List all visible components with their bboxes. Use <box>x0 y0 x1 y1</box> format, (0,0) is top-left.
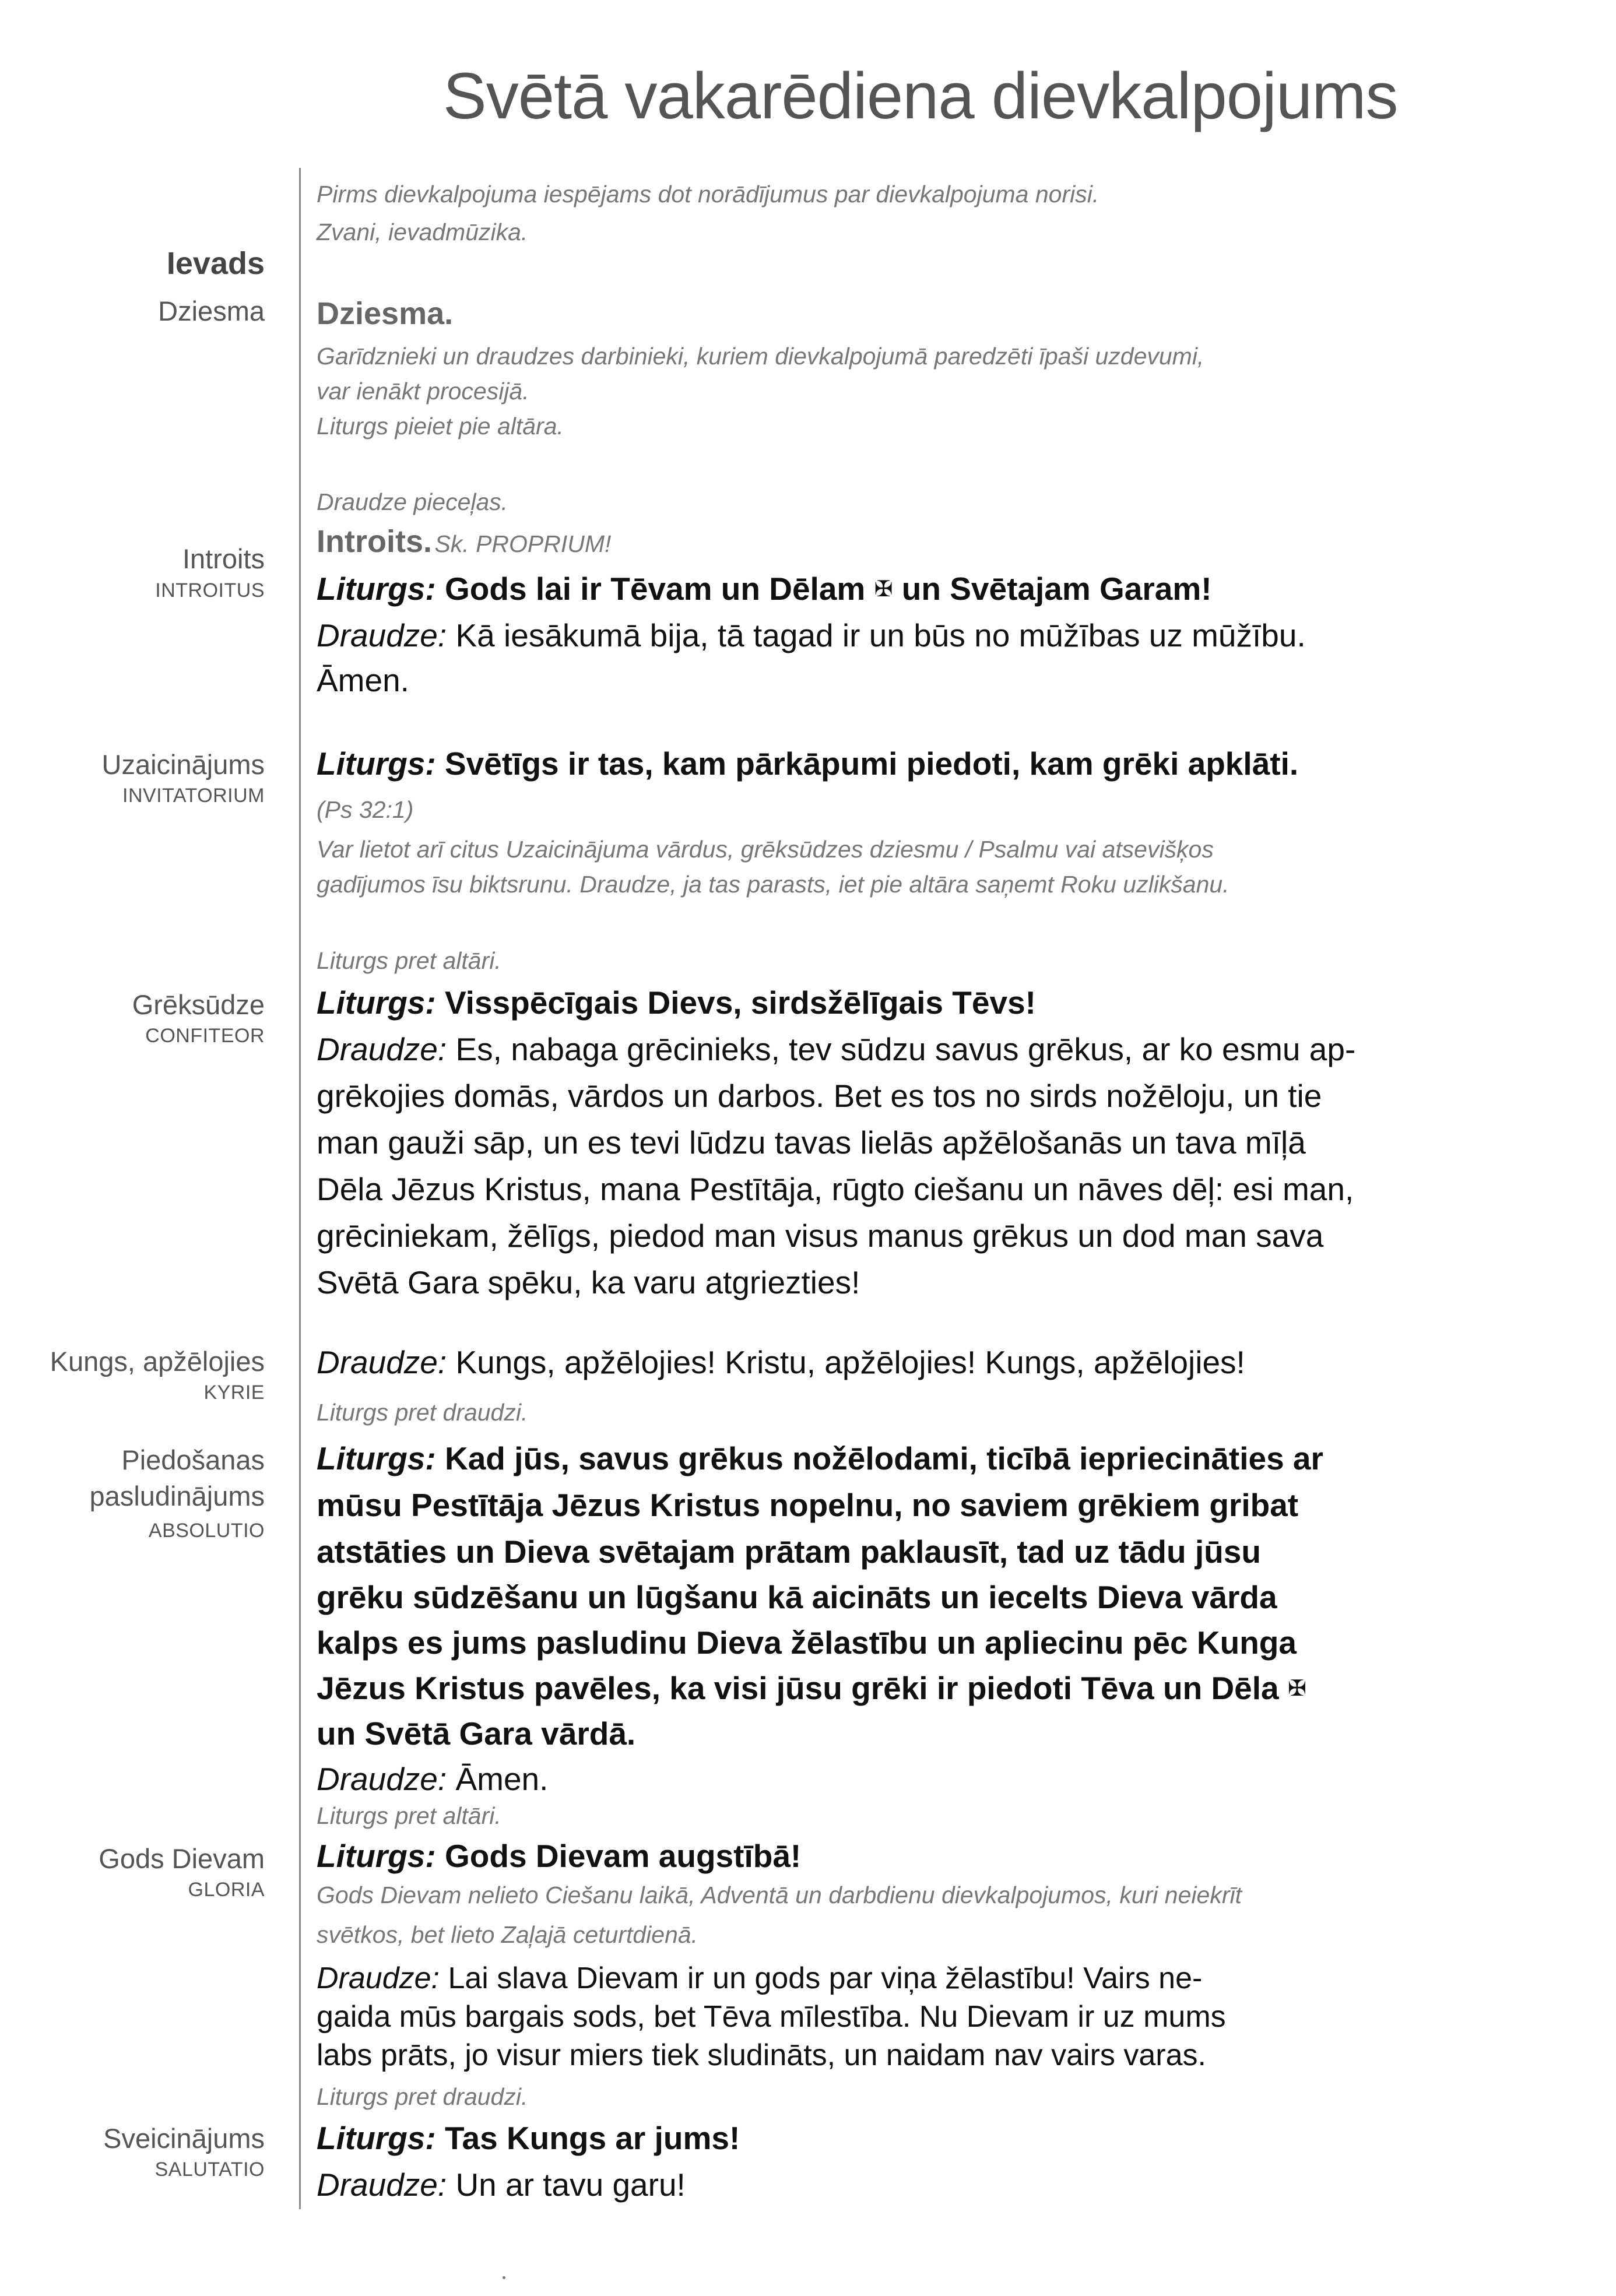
draudze-text: Kā iesākumā bija, tā tagad ir un būs no mūžības uz mūžību. <box>455 617 1306 653</box>
liturgs-text: Svētīgs ir tas, kam pārkāpumi piedoti, kam grēki apklāti. <box>444 746 1299 782</box>
draudze-text: Āmen. <box>455 1761 549 1797</box>
draudze-line: gaida mūs bargais sods, bet Tēva mīlestība. Nu Dievam ir uz mums <box>317 2000 1226 2034</box>
liturgs-text: Kad jūs, savus grēkus nožēlodami, ticībā iepriecināties ar <box>444 1440 1323 1476</box>
rubric-line: Liturgs pret altāri. <box>317 947 501 974</box>
draudze-line <box>317 1031 1355 1068</box>
rubric-line: Garīdznieki un draudzes darbinieki, kuriem dievkalpojumā paredzēti īpaši uzdevumi, <box>317 343 1204 370</box>
liturgs-label: Liturgs: <box>317 984 436 1021</box>
liturgs-line: atstāties un Dieva svētajam prātam paklausīt, tad uz tādu jūsu <box>317 1534 1261 1570</box>
draudze-line <box>317 1760 548 1798</box>
section-salutatio: Sveicinājums <box>103 2123 265 2154</box>
section-uzaicinajums: Uzaicinājums <box>101 749 265 780</box>
liturgs-line: kalps es jums pasludinu Dieva žēlastību un apliecinu pēc Kunga <box>317 1625 1297 1661</box>
liturgs-label: Liturgs: <box>317 571 436 607</box>
draudze-line: Dēla Jēzus Kristus, mana Pestītāja, rūgto ciešanu un nāves dēļ: esi man, <box>317 1171 1354 1207</box>
section-absolutio-2: pasludinājums <box>89 1481 265 1511</box>
draudze-label: Draudze: <box>317 2167 447 2203</box>
liturgs-line <box>317 1837 801 1875</box>
liturgs-line: grēku sūdzēšanu un lūgšanu kā aicināts un iecelts Dieva vārda <box>317 1579 1277 1615</box>
rubric-line: svētkos, bet lieto Zaļajā ceturtdienā. <box>317 1921 698 1948</box>
section-dziesma: Dziesma <box>158 296 265 326</box>
rubric-line: Pirms dievkalpojuma iespējams dot norādījumus par dievkalpojuma norisi. <box>317 181 1099 208</box>
draudze-text: Kungs, apžēlojies! Kristu, apžēlojies! Kungs, apžēlojies! <box>455 1344 1245 1380</box>
draudze-label: Draudze: <box>317 1344 447 1380</box>
draudze-line <box>317 1344 1245 1381</box>
dziesma-heading: Dziesma. <box>317 296 454 331</box>
draudze-text: Es, nabaga grēcinieks, tev sūdzu savus grēkus, ar ko esmu ap- <box>455 1031 1356 1067</box>
rubric-line: var ienākt procesijā. <box>317 378 529 405</box>
section-greksudze: Grēksūdze <box>132 989 265 1020</box>
section-absolutio-1: Piedošanas <box>121 1444 265 1475</box>
introits-line <box>317 523 611 560</box>
draudze-line <box>317 1961 1202 1996</box>
liturgs-line <box>317 984 1036 1021</box>
margin-divider <box>299 168 301 2209</box>
liturgs-line <box>317 1440 1323 1477</box>
section-greksudze-latin: CONFITEOR <box>145 1025 265 1047</box>
draudze-line: Svētā Gara spēku, ka varu atgriezties! <box>317 1264 860 1300</box>
liturgs-text: Gods lai ir Tēvam un Dēlam <box>444 571 866 607</box>
scripture-reference: (Ps 32:1) <box>317 796 414 823</box>
liturgs-label: Liturgs: <box>317 746 436 782</box>
rubric-line: Liturgs pret draudzi. <box>317 2083 528 2110</box>
draudze-line <box>317 617 1306 654</box>
draudze-label: Draudze: <box>317 617 447 653</box>
cross-icon: ✠ <box>874 577 893 602</box>
draudze-line: Āmen. <box>317 662 409 698</box>
rubric-line: Gods Dievam nelieto Ciešanu laikā, Adventā un darbdienu dievkalpojumos, kuri neiekrīt <box>317 1882 1242 1908</box>
liturgs-text: Tas Kungs ar jums! <box>444 2120 740 2156</box>
section-kyrie: Kungs, apžēlojies <box>50 1346 265 1377</box>
liturgs-text: un Svētajam Garam! <box>901 571 1212 607</box>
liturgs-text: Visspēcīgais Dievs, sirdsžēlīgais Tēvs! <box>444 984 1036 1021</box>
rubric-line: Zvani, ievadmūzika. <box>317 219 528 245</box>
liturgs-label: Liturgs: <box>317 2120 436 2156</box>
section-uzaicinajums-latin: INVITATORIUM <box>122 785 265 807</box>
rubric-line: Liturgs pieiet pie altāra. <box>317 413 564 439</box>
draudze-line: grēkojies domās, vārdos un darbos. Bet es tos no sirds nožēloju, un tie <box>317 1078 1322 1114</box>
section-gloria-latin: GLORIA <box>188 1879 265 1901</box>
cross-icon: ✠ <box>1287 1676 1306 1701</box>
draudze-text: Un ar tavu garu! <box>455 2167 686 2203</box>
liturgs-line <box>317 2119 740 2157</box>
draudze-label: Draudze: <box>317 1761 447 1797</box>
section-kyrie-latin: KYRIE <box>203 1381 265 1404</box>
rubric-line: Draudze pieceļas. <box>317 488 508 515</box>
draudze-line: man gauži sāp, un es tevi lūdzu tavas lielās apžēlošanās un tava mīļā <box>317 1124 1306 1161</box>
introits-heading: Introits. <box>317 524 432 559</box>
liturgs-line <box>317 1669 1306 1707</box>
section-gloria: Gods Dievam <box>99 1843 265 1874</box>
introits-reference: Sk. PROPRIUM! <box>434 530 612 557</box>
liturgs-line: un Svētā Gara vārdā. <box>317 1715 636 1752</box>
rubric-line: Liturgs pret altāri. <box>317 1802 501 1829</box>
page-mark <box>503 2276 505 2279</box>
rubric-line: Var lietot arī citus Uzaicinājuma vārdus, grēksūdzes dziesmu / Psalmu vai atsevišķos <box>317 836 1214 863</box>
liturgs-line: mūsu Pestītāja Jēzus Kristus nopelnu, no saviem grēkiem gribat <box>317 1487 1299 1523</box>
liturgs-line <box>317 570 1212 607</box>
section-introits: Introits <box>182 543 265 574</box>
section-ievads: Ievads <box>166 246 265 281</box>
page-title: Svētā vakarēdiena dievkalpojums <box>443 59 1398 132</box>
liturgs-text: Jēzus Kristus pavēles, ka visi jūsu grēki ir piedoti Tēva un Dēla <box>317 1670 1279 1706</box>
section-salutatio-latin: SALUTATIO <box>154 2158 265 2181</box>
draudze-text: Lai slava Dievam ir un gods par viņa žēlastību! Vairs ne- <box>448 1961 1203 1995</box>
draudze-line <box>317 2166 686 2203</box>
section-introits-latin: INTROITUS <box>155 579 265 602</box>
liturgs-line <box>317 745 1298 782</box>
rubric-line: gadījumos īsu biktsrunu. Draudze, ja tas parasts, iet pie altāra saņemt Roku uzlikšanu. <box>317 871 1229 898</box>
liturgs-label: Liturgs: <box>317 1838 436 1874</box>
draudze-label: Draudze: <box>317 1031 447 1067</box>
draudze-line: labs prāts, jo visur miers tiek sludināts, un naidam nav vairs varas. <box>317 2038 1206 2072</box>
liturgs-label: Liturgs: <box>317 1440 436 1476</box>
rubric-line: Liturgs pret draudzi. <box>317 1399 528 1426</box>
liturgs-text: Gods Dievam augstībā! <box>444 1838 802 1874</box>
draudze-label: Draudze: <box>317 1961 440 1995</box>
section-absolutio-latin: ABSOLUTIO <box>148 1520 265 1542</box>
draudze-line: grēciniekam, žēlīgs, piedod man visus manus grēkus un dod man sava <box>317 1218 1324 1254</box>
